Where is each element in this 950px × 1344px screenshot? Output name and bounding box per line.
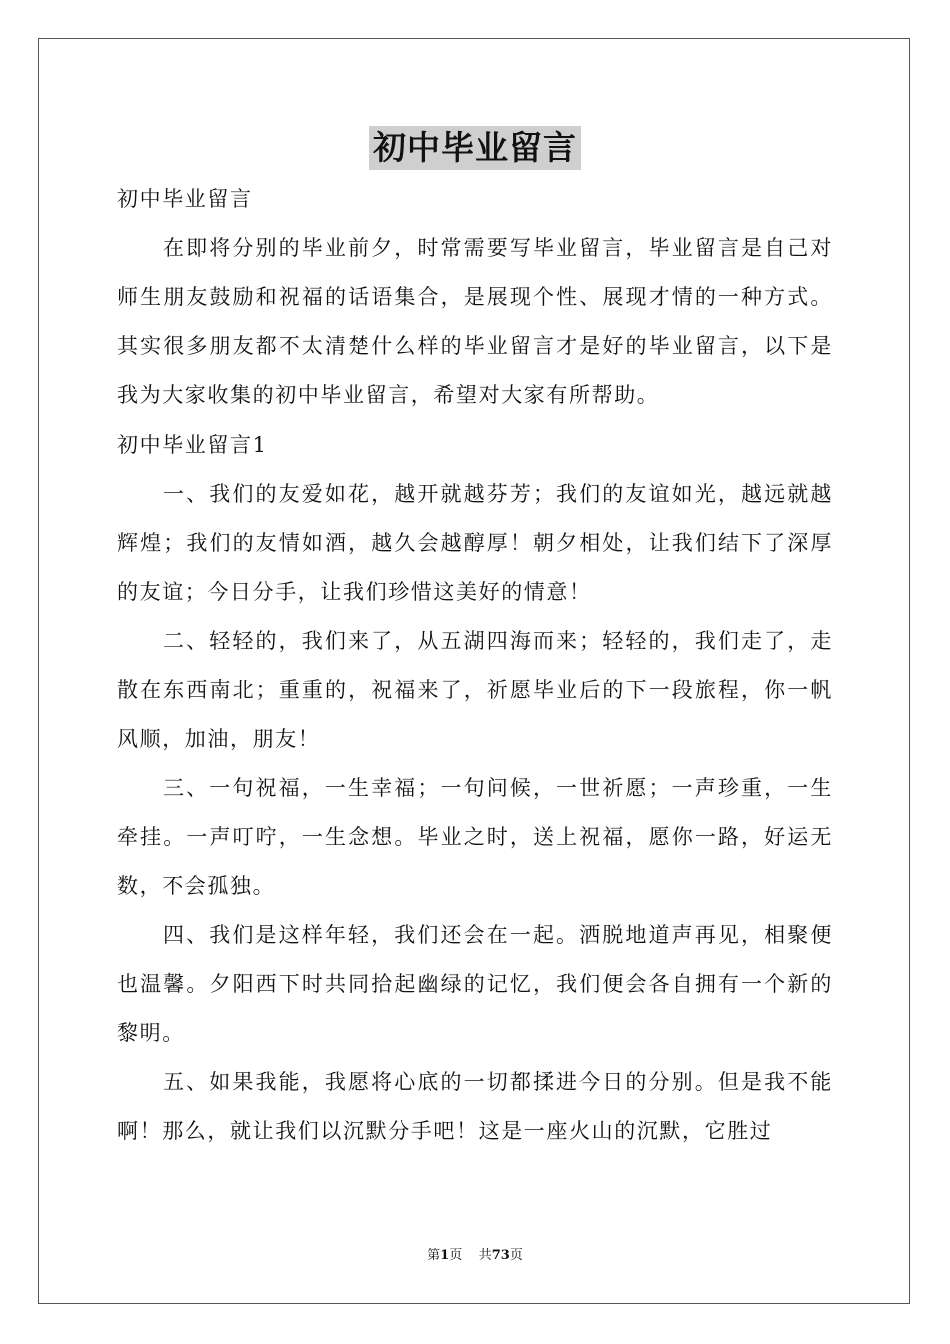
paragraph-5: 五、如果我能，我愿将心底的一切都揉进今日的分别。但是我不能啊！那么，就让我们以沉默分手吧！这是一座火山的沉默，它胜过: [117, 1070, 833, 1143]
intro-paragraph: 在即将分别的毕业前夕，时常需要写毕业留言，毕业留言是自己对师生朋友鼓励和祝福的话语集合，是展现个性、展现才情的一种方式。其实很多朋友都不太清楚什么样的毕业留言才是好的毕业留言，以下是我为大家收集的初中毕业留言，希望对大家有所帮助。: [117, 236, 833, 407]
subtitle: 初中毕业留言: [117, 187, 253, 211]
page-number: 1: [440, 1248, 450, 1263]
paragraph-1: 一、我们的友爱如花，越开就越芬芳；我们的友谊如光，越远就越辉煌；我们的友情如酒，越久会越醇厚！朝夕相处，让我们结下了深厚的友谊；今日分手，让我们珍惜这美好的情意！: [117, 482, 833, 604]
document-title: 初中毕业留言: [369, 126, 581, 170]
paragraph-3: 三、一句祝福，一生幸福；一句问候，一世祈愿；一声珍重，一生牵挂。一声叮咛，一生念想。毕业之时，送上祝福，愿你一路，好运无数，不会孤独。: [117, 776, 833, 898]
title-wrap: [0, 126, 950, 170]
total-pages: 73: [491, 1248, 510, 1263]
page-prefix: 第: [427, 1248, 441, 1263]
document-body: [117, 174, 833, 1156]
paragraph-2: 二、轻轻的，我们来了，从五湖四海而来；轻轻的，我们走了，走散在东西南北；重重的，祝福来了，祈愿毕业后的下一段旅程，你一帆风顺，加油，朋友！: [117, 629, 833, 751]
page-suffix: 页: [449, 1248, 463, 1263]
paragraph-4: 四、我们是这样年轻，我们还会在一起。洒脱地道声再见，相聚便也温馨。夕阳西下时共同拾起幽绿的记忆，我们便会各自拥有一个新的黎明。: [117, 923, 833, 1045]
page-footer: [0, 1247, 950, 1265]
section-heading: 初中毕业留言1: [117, 433, 268, 457]
total-prefix: 共: [478, 1248, 492, 1263]
total-suffix: 页: [509, 1248, 523, 1263]
